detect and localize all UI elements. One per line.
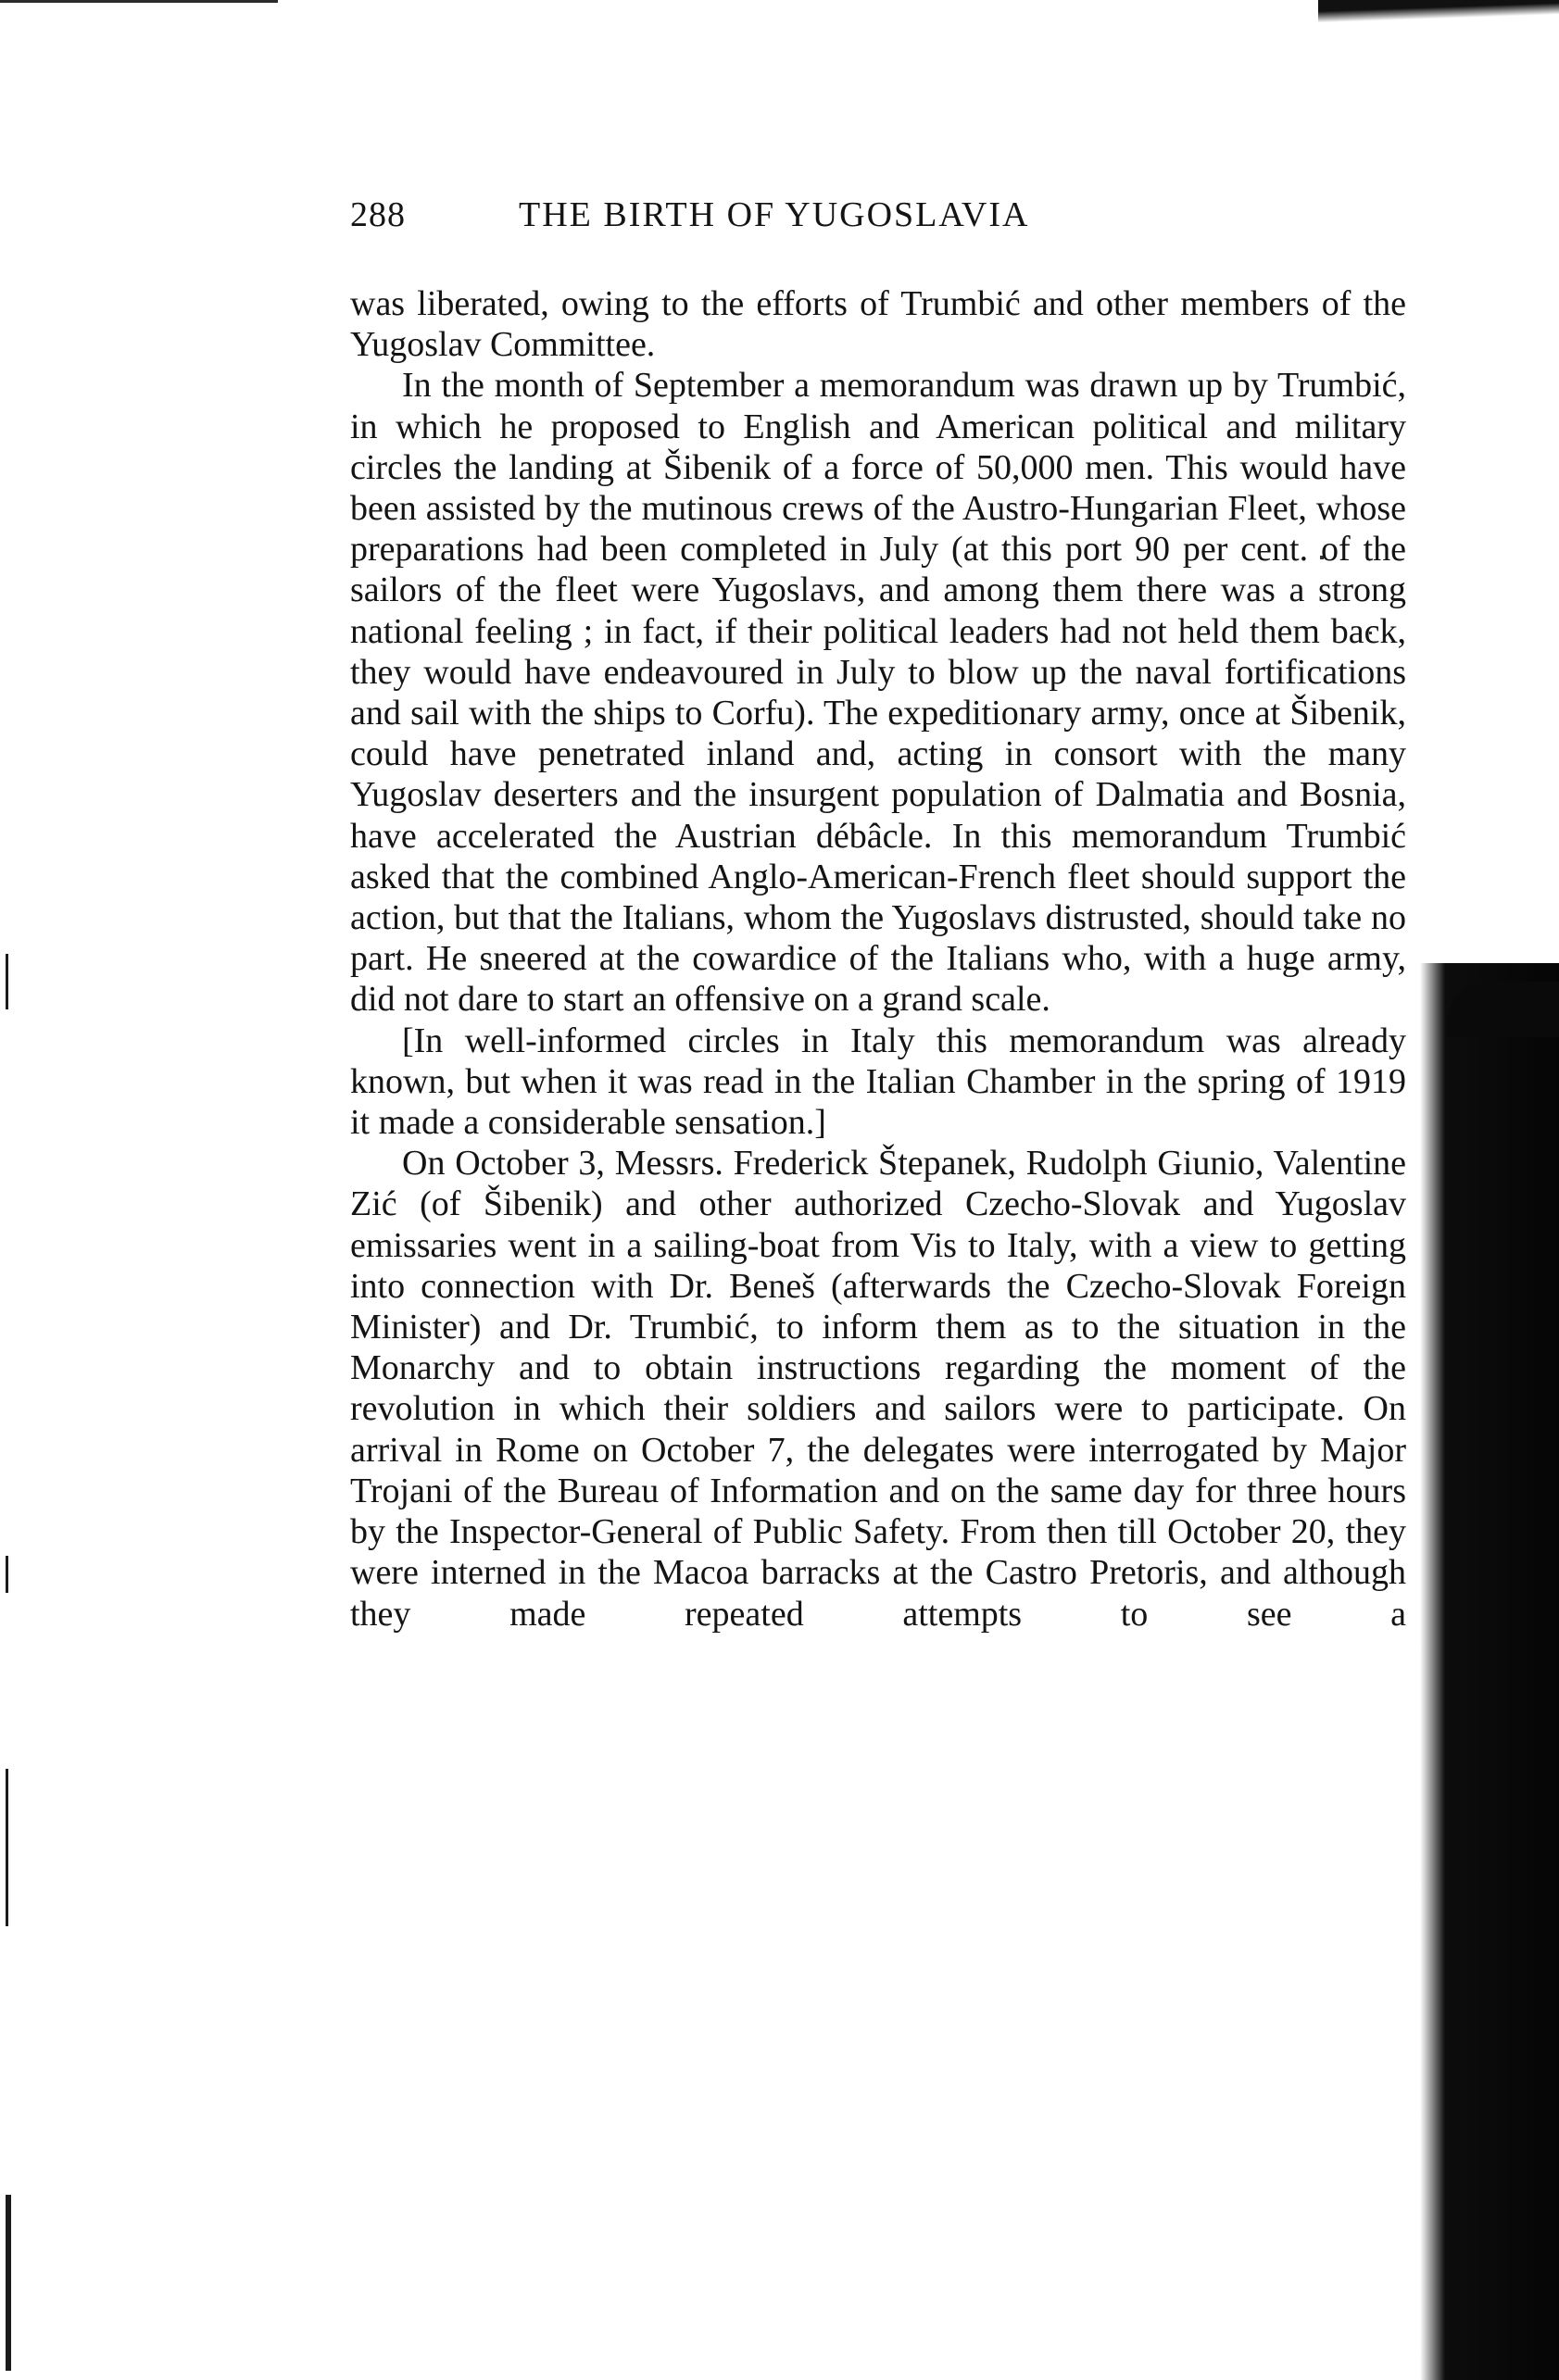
page-number: 288 (350, 195, 406, 234)
scan-top-rule (0, 0, 278, 3)
body-text (350, 283, 1406, 1635)
running-title: THE BIRTH OF YUGOSLAVIA (519, 195, 1030, 234)
scan-left-mark (6, 2195, 11, 2371)
scan-left-mark (6, 954, 8, 1009)
paragraph: [In well-informed circles in Italy this memorandum was already known, but when it was read in the Italian Chamber in the spring of 1919 it made a considerable sensation.] (350, 1021, 1406, 1143)
scan-top-right-shadow (1318, 0, 1559, 24)
paragraph: was liberated, owing to the efforts of Trumbić and other members of the Yugoslav Committee. (350, 284, 1406, 365)
scan-left-mark (6, 1556, 8, 1593)
scan-left-mark (6, 1769, 8, 1926)
scan-right-edge-shadow (1420, 963, 1559, 2380)
running-head (350, 194, 1406, 246)
paragraph: In the month of September a memorandum was drawn up by Trumbić, in which he proposed to English and American political and military circles the landing at Šibenik of a force of 50,000 men. This would have been assisted by the mutinous crews of the Austro-Hungarian Fleet, whose preparations had been completed in July (at this port 90 per cent. of the sailors of the fleet were Yugoslavs, and among them there was a strong national feeling ; in fact, if their political leaders had not held them back, they would have endeavoured in July to blow up the naval fortifications and sail with the ships to Corfu). The expeditionary army, once at Šibenik, could have penetrated inland and, acting in consort with the many Yugoslav deserters and the insurgent population of Dalmatia and Bosnia, have accelerated the Austrian débâcle. In this memorandum Trumbić asked that the combined Anglo-American-French fleet should support the action, but that the Italians, whom the Yugoslavs distrusted, should take no part. He sneered at the cowardice of the Italians who, with a huge army, did not dare to start an offensive on a grand scale. (350, 366, 1406, 1020)
book-page (350, 194, 1406, 1635)
scan-right-edge-corner (1448, 982, 1559, 1037)
paragraph: On October 3, Messrs. Frederick Štepanek, Rudolph Giunio, Valentine Zić (of Šibenik) and other authorized Czecho-Slovak and Yugoslav emissaries went in a sailing-boat from Vis to Italy, with a view to getting into connection with Dr. Beneš (afterwards the Czecho-Slovak Foreign Minister) and Dr. Trumbić, to inform them as to the situation in the Monarchy and to obtain instructions regarding the moment of the revolution in which their soldiers and sailors were to participate. On arrival in Rome on October 7, the delegates were interrogated by Major Trojani of the Bureau of Information and on the same day for three hours by the Inspector-General of Public Safety. From then till October 20, they were interned in the Macoa barracks at the Castro Pretoris, and although they made repeated attempts to see a (350, 1144, 1406, 1634)
